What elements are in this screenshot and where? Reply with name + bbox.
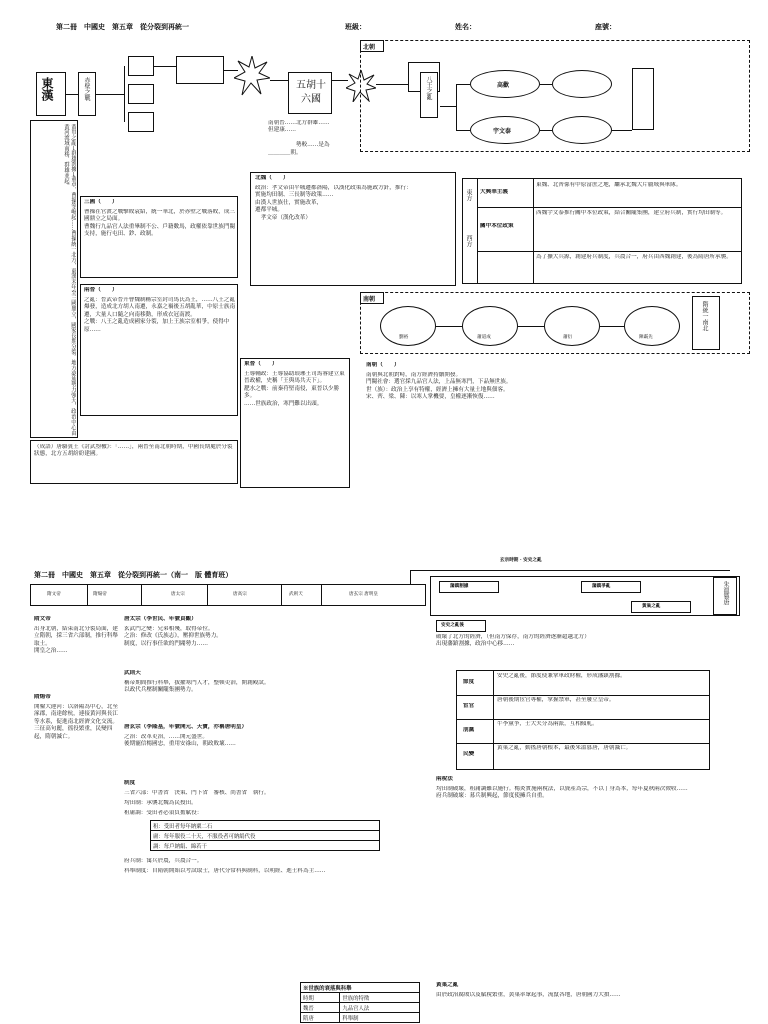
timeline-box-label: 武則天 [289,592,303,597]
xuanzong-text: 之治：改革吏治，……開元盛世。 後期寵信楊國忠，重用安祿山，朝政敗壞…… [124,734,236,748]
gaohuan-label: 高歡 [497,82,510,89]
sanguo-box [80,196,238,278]
beiwei-title: 北魏（ ） [255,175,289,181]
timeline-right-box [581,581,641,593]
wei-box [128,56,154,76]
wuhu-box [288,72,332,114]
late-tang-head: 朋黨 [463,727,475,733]
zhidu-title: 制度 [124,780,136,786]
shizu-cell: 世族的特徵 [340,993,420,1003]
yangdi-text: 開鑿大運河：以洛陽為中心，北至涿郡，南達餘杭，連接黃河與長江等水系，促進南北經濟文化交流。 三征高句麗，徭役繁重，民變四起，隋朝滅亡。 [34,704,118,740]
jin-box [176,56,224,84]
yuwentai-label: 宇文泰 [493,128,512,135]
donghan-box [36,72,66,116]
south-oval-label: 劉裕 [399,335,409,340]
timeline-right-box [439,581,499,593]
page1-title: 第二冊 中國史 第五章 從分裂到再統一 [56,22,189,31]
wu-box [128,112,154,132]
timeline-box-label: 唐高宗 [233,592,247,597]
south-tag [360,292,384,304]
row2-head: 關中本位政策 [480,223,514,229]
juntian-text: 均田制：承襲北魏為民授田。 [124,800,197,806]
liangjin-box [80,284,238,416]
beizhou-oval [552,116,612,144]
south-oval-label: 蕭衍 [563,335,573,340]
huangchao-title: 黃巢之亂 [436,982,459,988]
fe-label: 八王之亂 [425,76,432,100]
anshi-title: 安史之亂後 [441,623,464,628]
tax-text: 均田制破壞，租庸調難以施行。楊炎實施兩稅法，以資產為宗，不以丁身為本，每年夏秋兩次徵收…… 府兵制破壞：募兵制興起，節度使擁兵自重。 [436,786,688,800]
taizong-text: 玄武門之變：兄弟相殘，取得帝位。 之治：修改《氏族志》，壓抑世族勢力。 制度，以行事任欲的門閥勢力…… [124,626,222,647]
divider [477,207,741,208]
keju-text: 科舉制度：自隋朝開始以考試取士，唐代分常科與制科，以明經、進士科為主…… [124,868,326,874]
south-label: 南朝 [363,296,376,303]
sui-unify-label: 隋統一南北 [701,301,708,331]
page2-title: 第二冊 中國史 第五章 從分裂到再統一（南一 版 體育班） [34,570,233,579]
divider [87,585,88,605]
seat-label: 座號： [595,22,616,31]
fubing-text: 府兵制：寓兵於農，兵農合一。 [124,858,203,864]
late-tang-text: 牛李黨爭，士大夫分為兩派，互相傾軋。 [497,721,598,727]
footnote-text: （成語）唐駱賓王《討武曌檄》：「……」，兩晉至南北朝時期，中國長期處於分裂狀態，北方五胡紛紛建國。 [34,444,233,458]
footnote-box [30,440,238,484]
tax-row: 調：每戶納絹、綿若干 [151,841,380,851]
anshi-text: 破壞了北方的經濟，（但南方保存，南方的經濟逐漸超越北方） 出現藩鎮割據，政治中心移…… [436,634,590,648]
divider [281,585,282,605]
timeline-top-label: 玄宗時期 · 安史之亂 [500,558,542,563]
shizu-table-title: ※世族的衰落與科舉 [301,983,420,993]
nanchao-title: 南朝（ ） [366,362,400,368]
taizong-title: 唐太宗（李世民、年號貞觀） [124,616,197,622]
timeline-right-box [713,577,737,615]
right-timeline [430,576,740,616]
liangjin-title: 兩晉（ ） [84,287,118,293]
south-oval-3 [544,306,600,346]
divider [457,695,709,696]
page-2 [0,512,768,1024]
row1-head: 大興華主義 [480,189,508,195]
divider [141,585,142,605]
connector [124,66,125,122]
shizu-cell: 九品官人法 [340,1003,420,1013]
divider [477,179,478,283]
east-west-table [462,178,742,284]
south-oval-label: 陳霸先 [639,335,653,340]
connector [436,326,462,327]
row3-text: 為了擴大兵源，創建府兵制度，兵農合一，府兵由西魏創建，後為隋唐所承襲。 [536,254,732,260]
shizu-cell: 時期 [301,993,340,1003]
shizu-cell: 科舉制 [340,1013,420,1023]
timeline-arrow [410,570,730,571]
dongjin-text: 王導輔政：王導協助琅琊王司馬睿建立東晉政權，史稱「王與馬共天下」。 淝水之戰：前秦苻堅南侵，東晉以少勝多。 ……世族政治，寒門難以出頭。 [244,371,345,407]
divider [493,671,494,769]
divider [207,585,208,605]
wendi-title: 隋文帝 [34,616,51,622]
south-oval-2 [462,306,518,346]
row1-text: 東魏、北齊係有中原富庶之地，繼承北魏大片疆域與軍隊。 [536,182,682,188]
sanguo-title: 三國（ ） [84,199,118,205]
burst-icon [234,56,270,96]
anshi-tag [436,620,486,632]
tax-row: 租：受田者每年納粟二石 [151,821,380,831]
dongjin-box [240,358,350,488]
tax-table [150,820,380,851]
late-tang-text: 唐朝後期宦官專權，掌握禁軍，甚至廢立皇帝。 [497,697,615,703]
south-oval-4 [624,306,680,346]
south-oval-label: 蕭道成 [477,335,491,340]
connector [154,66,176,67]
name-label: 姓名： [455,22,476,31]
divider [457,719,709,720]
wendi-text: 出身北朝，結束南北分裂局面，建立隋朝，採三省六部制，推行科舉取士。 開皇之治…… [34,626,118,655]
west-side-label: 西方 [465,235,472,247]
shizu-table [300,982,420,1023]
connector [612,130,632,131]
timeline-row [30,584,426,606]
connector [96,94,124,95]
left-column [30,120,78,438]
left-column-text: 黃巾之亂→群雄割據→董卓、曹操等崛起……曹操統一北方，東漢末年至三國鼎立，國家長期分裂。地方豪族勢力強大，政治中心由黃河流域南移，群雄並起。 [63,124,76,436]
tax-title: 兩稅法 [436,776,453,782]
row2-text: 西魏宇文泰推行關中本位政策，結合關隴集團，建立府兵制，實行均田制等。 [536,210,727,216]
divider [321,585,322,605]
wuhu-note: 南朝晉……北方群雄…… 但建康…… 勢較……是為 ＿＿＿＿朝。 [268,120,330,156]
south-oval-1 [380,306,436,346]
chibi-box [78,72,96,116]
class-label: 班級： [345,22,366,31]
tax-row: 庸：每年服役二十天，不服役者可納絹代役 [151,831,380,841]
xuanzong-title: 唐玄宗（李隆基，年號開元、天寶，亦稱唐明皇） [124,724,248,730]
connector [440,106,456,107]
divider [477,251,741,252]
connector [518,326,544,327]
connector [456,130,470,131]
shizu-cell: 隋唐 [301,1013,340,1023]
timeline-right-label: 藩鎮爭亂 [592,584,611,589]
sanguo-text: 曹操在官渡之戰擊敗袁紹，統一華北，於赤壁之戰落敗，成三國鼎立之局面。 曹魏行九品官人法重畢制不公、戶籍數馬，政權依靠世族門閥支持，施行屯田、鈔、政制。 [84,209,236,238]
wuzetian-title: 武則天 [124,670,141,676]
east-side-label: 東方 [465,189,472,201]
huangchao-text: 由於政治腐敗以及賦稅繁重，黃巢率眾起事，流竄各地，唐朝國力大損…… [436,992,621,998]
timeline-right-box [631,601,691,613]
sansheng-text: 三省六部：中書省 決策、門下省 審核、尚書省 執行。 [124,790,270,796]
beiwei-box [250,172,456,286]
nanchao-text: 南朝與北朝對峙，南方經濟持續開發。 門閥社會：選官採九品官人法，上品無寒門，下品無世族。 世（族）：政治上享有特權，經濟上擁有大量土地與佃客。 宋、齊、梁、陳：以寒人掌機要，皇權逐漸恢復…… [366,372,512,401]
donghan-label: 東漢 [40,77,54,101]
beiqi-oval [552,70,612,98]
timeline-right-label: 黃巢之亂 [642,604,661,609]
zuyongdiao-text: 租庸調：受田者必須負擔賦役： [124,810,203,816]
connector [600,326,624,327]
gaohuan-oval [470,70,540,98]
shizu-cell: 魏晉 [301,1003,340,1013]
timeline-box-label: 唐太宗 [171,592,185,597]
yuwentai-oval [470,116,540,144]
connector [456,84,457,130]
chibi-label: 赤壁之戰 [83,77,90,101]
dongjin-title: 東晉（ ） [244,361,278,367]
beiwei-text: 政治：孝文帝由平城遷都洛陽，以漢化政策為施政方針，推行： 實施均田制、三長制等政策…… 由漢人世族仕，實施改革， 遷都平城。 孝文帝（漢化改革） [255,185,412,221]
timeline-right-label: 朱溫篡唐 [722,581,729,605]
connector [540,84,552,85]
yangdi-title: 隋煬帝 [34,694,51,700]
timeline-right-label: 藩鎮割據 [450,584,469,589]
connector [456,84,470,85]
late-tang-head: 宦官 [463,703,475,709]
divider [533,179,534,283]
late-tang-text: 安史之亂後，節度使兼掌軍政財權，形成藩鎮割據。 [497,673,626,679]
sui-unify-box [692,296,720,350]
wuhu-label: 五胡十六國 [296,80,326,105]
connector [66,94,78,95]
late-tang-head: 節度 [463,679,475,685]
sui-box [632,68,654,130]
late-tang-head: 民變 [463,751,475,757]
late-tang-table [456,670,710,770]
shu-box [128,84,154,104]
divider [457,743,709,744]
connector [270,80,288,81]
connector [540,130,552,131]
north-label: 北朝 [363,44,376,51]
timeline-box-label: 唐玄宗 唐明皇 [349,592,379,597]
late-tang-text: 黃巢之亂，動搖唐朝根本，最後朱溫篡唐，唐朝滅亡。 [497,745,632,751]
liangjin-text: 之亂：晉武帝晉升曹魏制稱宗室封司馬氏為王，……八王之亂爆發，造成北方胡人南遷，永嘉之禍後五胡亂華，中原士族南遷，大量人口隨之向南移動，形成衣冠南渡。 之戰：八王之亂造成國家分裂，加上王族宗室相爭，使得中原…… [84,297,236,333]
timeline-box-label: 隋文帝 [47,592,61,597]
timeline-box-label: 隋煬帝 [93,592,107,597]
north-tag [360,40,384,52]
wuzetian-text: 稱帝期間推行科舉，拔擢寒門人才，整頓吏治，開創殿試。 以政代兵壓制關隴集團勢力。 [124,680,270,694]
